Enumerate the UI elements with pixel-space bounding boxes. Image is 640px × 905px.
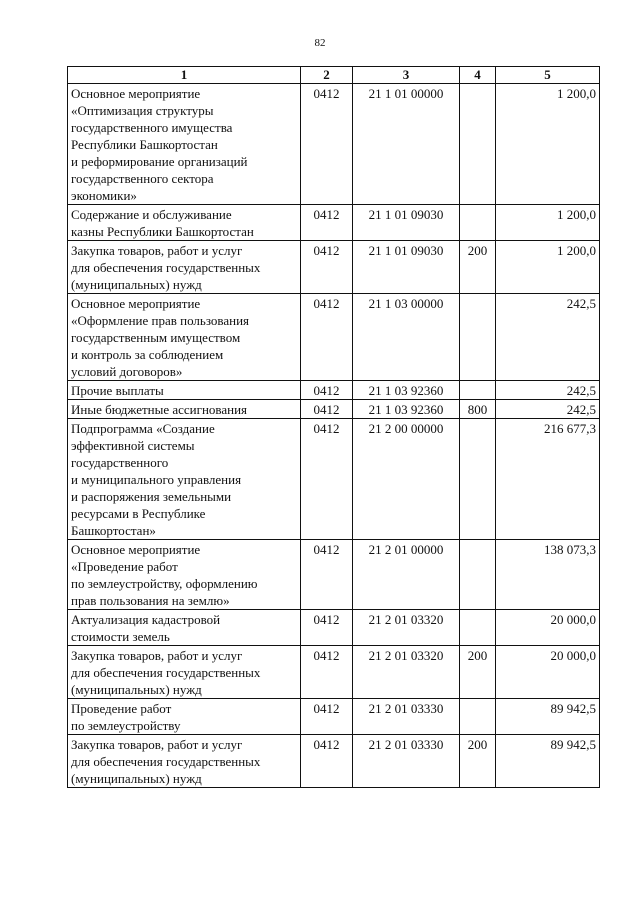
row-section-code: 0412 bbox=[301, 205, 353, 241]
header-col-1: 1 bbox=[68, 67, 301, 84]
row-expense-type bbox=[460, 419, 496, 540]
row-target-article: 21 1 03 92360 bbox=[353, 400, 460, 419]
row-name: Основное мероприятие «Оформление прав пользования государственным имуществом и контроль за соблюдением условий договоров» bbox=[68, 294, 301, 381]
row-name: Актуализация кадастровой стоимости земель bbox=[68, 610, 301, 646]
row-expense-type bbox=[460, 294, 496, 381]
row-section-code: 0412 bbox=[301, 610, 353, 646]
row-expense-type: 200 bbox=[460, 646, 496, 699]
row-expense-type bbox=[460, 205, 496, 241]
row-amount: 20 000,0 bbox=[496, 646, 600, 699]
row-amount: 242,5 bbox=[496, 294, 600, 381]
row-amount: 242,5 bbox=[496, 381, 600, 400]
row-name: Содержание и обслуживание казны Республики Башкортостан bbox=[68, 205, 301, 241]
row-section-code: 0412 bbox=[301, 400, 353, 419]
table-row bbox=[68, 735, 600, 788]
header-col-4: 4 bbox=[460, 67, 496, 84]
row-target-article: 21 2 01 03330 bbox=[353, 735, 460, 788]
row-name: Закупка товаров, работ и услуг для обеспечения государственных (муниципальных) нужд bbox=[68, 646, 301, 699]
row-expense-type bbox=[460, 84, 496, 205]
row-expense-type bbox=[460, 699, 496, 735]
table-row bbox=[68, 84, 600, 205]
row-amount: 89 942,5 bbox=[496, 699, 600, 735]
row-target-article: 21 1 03 00000 bbox=[353, 294, 460, 381]
row-target-article: 21 2 01 03320 bbox=[353, 646, 460, 699]
table-row bbox=[68, 241, 600, 294]
header-row bbox=[68, 67, 600, 84]
row-expense-type bbox=[460, 540, 496, 610]
row-section-code: 0412 bbox=[301, 419, 353, 540]
table-row bbox=[68, 205, 600, 241]
table-row bbox=[68, 540, 600, 610]
header-col-5: 5 bbox=[496, 67, 600, 84]
row-target-article: 21 1 01 09030 bbox=[353, 241, 460, 294]
row-section-code: 0412 bbox=[301, 294, 353, 381]
row-target-article: 21 2 01 00000 bbox=[353, 540, 460, 610]
row-name: Основное мероприятие «Проведение работ по землеустройству, оформлению прав пользования на землю» bbox=[68, 540, 301, 610]
row-expense-type: 200 bbox=[460, 241, 496, 294]
row-expense-type bbox=[460, 381, 496, 400]
header-col-2: 2 bbox=[301, 67, 353, 84]
row-name: Проведение работ по землеустройству bbox=[68, 699, 301, 735]
page-number: 82 bbox=[314, 37, 326, 49]
row-amount: 89 942,5 bbox=[496, 735, 600, 788]
row-target-article: 21 1 03 92360 bbox=[353, 381, 460, 400]
row-section-code: 0412 bbox=[301, 646, 353, 699]
row-section-code: 0412 bbox=[301, 540, 353, 610]
table-row bbox=[68, 294, 600, 381]
table-row bbox=[68, 699, 600, 735]
row-section-code: 0412 bbox=[301, 381, 353, 400]
row-name: Прочие выплаты bbox=[68, 381, 301, 400]
row-amount: 216 677,3 bbox=[496, 419, 600, 540]
table-row bbox=[68, 419, 600, 540]
row-target-article: 21 2 00 00000 bbox=[353, 419, 460, 540]
row-name: Закупка товаров, работ и услуг для обеспечения государственных (муниципальных) нужд bbox=[68, 735, 301, 788]
row-target-article: 21 1 01 09030 bbox=[353, 205, 460, 241]
row-target-article: 21 2 01 03320 bbox=[353, 610, 460, 646]
row-amount: 1 200,0 bbox=[496, 205, 600, 241]
header-col-3: 3 bbox=[353, 67, 460, 84]
row-name: Основное мероприятие «Оптимизация структуры государственного имущества Республики Башкортостан и реформирование организаций государственного сектора экономики» bbox=[68, 84, 301, 205]
row-name: Подпрограмма «Создание эффективной системы государственного и муниципального управления и распоряжения земельными ресурсами в Республике Башкортостан» bbox=[68, 419, 301, 540]
row-target-article: 21 1 01 00000 bbox=[353, 84, 460, 205]
row-section-code: 0412 bbox=[301, 84, 353, 205]
row-amount: 20 000,0 bbox=[496, 610, 600, 646]
row-expense-type: 800 bbox=[460, 400, 496, 419]
row-amount: 1 200,0 bbox=[496, 84, 600, 205]
row-amount: 1 200,0 bbox=[496, 241, 600, 294]
budget-table bbox=[67, 66, 600, 788]
table-row bbox=[68, 646, 600, 699]
table-row bbox=[68, 400, 600, 419]
row-amount: 138 073,3 bbox=[496, 540, 600, 610]
row-section-code: 0412 bbox=[301, 699, 353, 735]
row-name: Иные бюджетные ассигнования bbox=[68, 400, 301, 419]
row-name: Закупка товаров, работ и услуг для обеспечения государственных (муниципальных) нужд bbox=[68, 241, 301, 294]
table-row bbox=[68, 610, 600, 646]
row-section-code: 0412 bbox=[301, 735, 353, 788]
row-target-article: 21 2 01 03330 bbox=[353, 699, 460, 735]
row-expense-type: 200 bbox=[460, 735, 496, 788]
row-expense-type bbox=[460, 610, 496, 646]
row-amount: 242,5 bbox=[496, 400, 600, 419]
table-row bbox=[68, 381, 600, 400]
row-section-code: 0412 bbox=[301, 241, 353, 294]
